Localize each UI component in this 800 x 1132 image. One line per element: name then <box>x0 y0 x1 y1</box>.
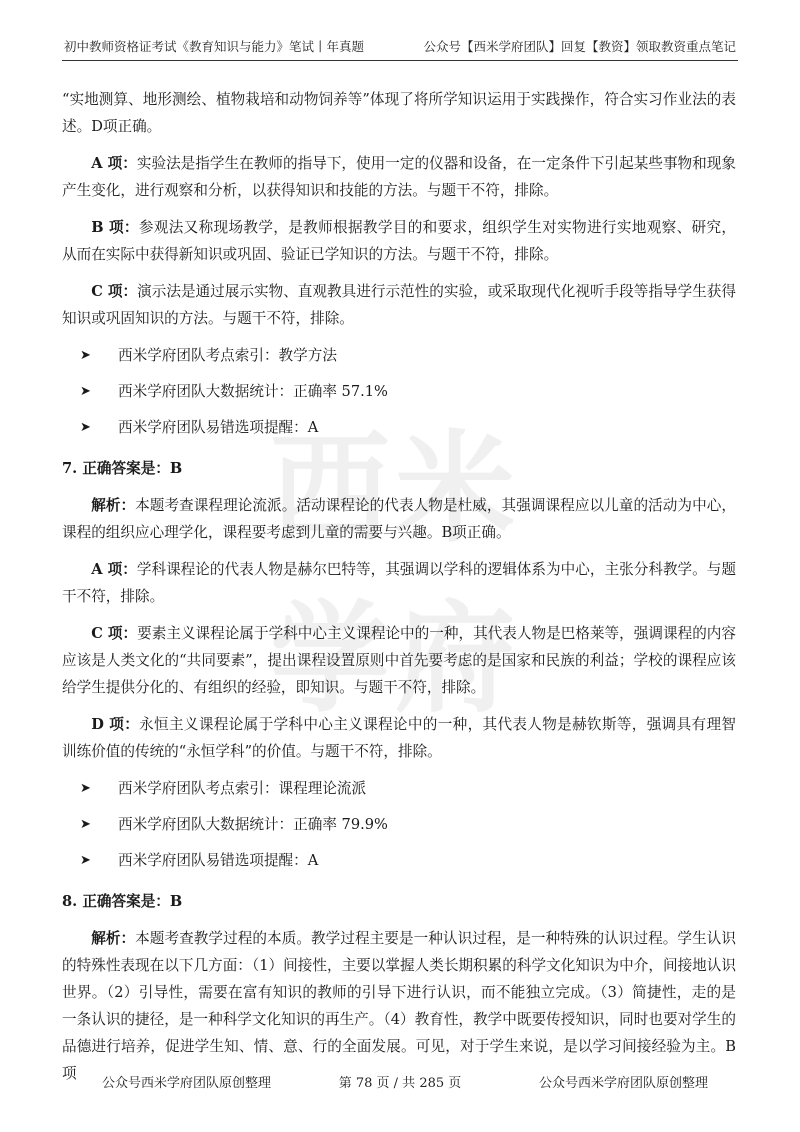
list-item: ➤ 西米学府团队易错选项提醒：A <box>62 847 736 874</box>
option-text: 学科课程论的代表人物是赫尔巴特等，其强调以学科的逻辑体系为中心，主张分科教学。与题干不符，排除。 <box>62 561 736 605</box>
footer-page-number: 第 78 页 / 共 285 页 <box>338 1076 462 1091</box>
list-item: ➤ 西米学府团队大数据统计：正确率 57.1% <box>62 378 736 405</box>
q7-option-c-explanation <box>62 620 736 701</box>
arrowhead-icon: ➤ <box>80 384 91 399</box>
option-label: C 项： <box>91 625 138 642</box>
analysis-text: 本题考查教学过程的本质。教学过程主要是一种认识过程，是一种特殊的认识过程。学生认识的特殊性表现在以下几方面：（1）间接性，主要以掌握人类长期积累的科学文化知识为中介，间接地认识世界。（2）引导性，需要在富有知识的教师的引导下进行认识，而不能独立完成。（3）简捷性，走的是一条认识的捷径，是一种科学文化知识的再生产。（4）教育性，教学中既要传授知识，同时也要对学生的品德进行培养，促进学生知、情、意、行的全面发展。可见，对于学生来说，是以学习间接经验为主。B项 <box>62 930 736 1082</box>
q6-option-c-explanation <box>62 278 736 332</box>
option-text: 永恒主义课程论属于学科中心主义课程论中的一种，其代表人物是赫钦斯等，强调具有理智训练价值的传统的“永恒学科”的价值。与题干不符，排除。 <box>62 716 736 760</box>
option-label: B 项： <box>91 219 139 236</box>
footer-right-credit: 公众号西米学府团队原创整理 <box>538 1076 708 1091</box>
option-text: 要素主义课程论属于学科中心主义课程论中的一种，其代表人物是巴格莱等，强调课程的内容应该是人类文化的“共同要素”，提出课程设置原则中首先要考虑的是国家和民族的利益；学校的课程应该给学生提供分化的、有组织的经验，即知识。与题干不符，排除。 <box>62 625 736 696</box>
option-text: 演示法是通过展示实物、直观教具进行示范性的实验，或采取现代化视听手段等指导学生获得知识或巩固知识的方法。与题干不符，排除。 <box>62 283 736 327</box>
analysis-label: 解析： <box>91 930 136 947</box>
option-label: C 项： <box>91 283 138 300</box>
footer-left-credit: 公众号西米学府团队原创整理 <box>102 1076 272 1091</box>
arrowhead-icon: ➤ <box>80 853 91 868</box>
q6-tips-list <box>62 342 736 441</box>
option-text: 实验法是指学生在教师的指导下，使用一定的仪器和设备，在一定条件下引起某些事物和现象产生变化，进行观察和分析，以获得知识和技能的方法。与题干不符，排除。 <box>62 155 736 199</box>
watermark-char-2: 米 <box>395 420 515 559</box>
q8-analysis <box>62 925 736 1087</box>
analysis-label: 解析： <box>91 497 136 514</box>
list-item: ➤ 西米学府团队考点索引：课程理论流派 <box>62 775 736 802</box>
header-right-promo: 公众号【西米学府团队】回复【教资】领取教资重点笔记 <box>423 39 736 54</box>
q6-option-b-explanation <box>62 214 736 268</box>
q7-option-a-explanation <box>62 556 736 610</box>
option-text: 参观法又称现场教学，是教师根据教学目的和要求，组织学生对实物进行实地观察、研究，从而在实际中获得新知识或巩固、验证已学知识的方法。与题干不符，排除。 <box>62 219 736 263</box>
option-label: A 项： <box>91 155 137 172</box>
arrowhead-icon: ➤ <box>80 420 91 435</box>
q8-answer-heading: 8. 正确答案是：B <box>62 893 183 910</box>
watermark-char-4: 府 <box>395 590 515 729</box>
list-item: ➤ 西米学府团队大数据统计：正确率 79.9% <box>62 811 736 838</box>
q7-option-d-explanation <box>62 711 736 765</box>
option-label: A 项： <box>91 561 137 578</box>
option-label: D 项： <box>91 716 140 733</box>
arrowhead-icon: ➤ <box>80 781 91 796</box>
page-header <box>62 34 738 61</box>
watermark-char-1: 西 <box>270 420 390 559</box>
page-content <box>62 86 736 1097</box>
q7-tips-list <box>62 775 736 874</box>
q7-analysis <box>62 492 736 546</box>
q7-answer-heading: 7. 正确答案是：B <box>62 460 183 477</box>
header-left-title: 初中教师资格证考试《教育知识与能力》笔试丨年真题 <box>64 39 365 54</box>
q6-intro-text: “实地测算、地形测绘、植物栽培和动物饲养等”体现了将所学知识运用于实践操作，符合实习作业法的表述。D项正确。 <box>62 91 736 135</box>
arrowhead-icon: ➤ <box>80 817 91 832</box>
watermark-char-3: 学 <box>270 590 390 729</box>
analysis-text: 本题考查课程理论流派。活动课程论的代表人物是杜威，其强调课程应以儿童的活动为中心，课程的组织应心理学化，课程要考虑到儿童的需要与兴趣。B项正确。 <box>62 497 736 541</box>
arrowhead-icon: ➤ <box>80 348 91 363</box>
list-item: ➤ 西米学府团队考点索引：教学方法 <box>62 342 736 369</box>
list-item: ➤ 西米学府团队易错选项提醒：A <box>62 414 736 441</box>
q6-option-a-explanation <box>62 150 736 204</box>
